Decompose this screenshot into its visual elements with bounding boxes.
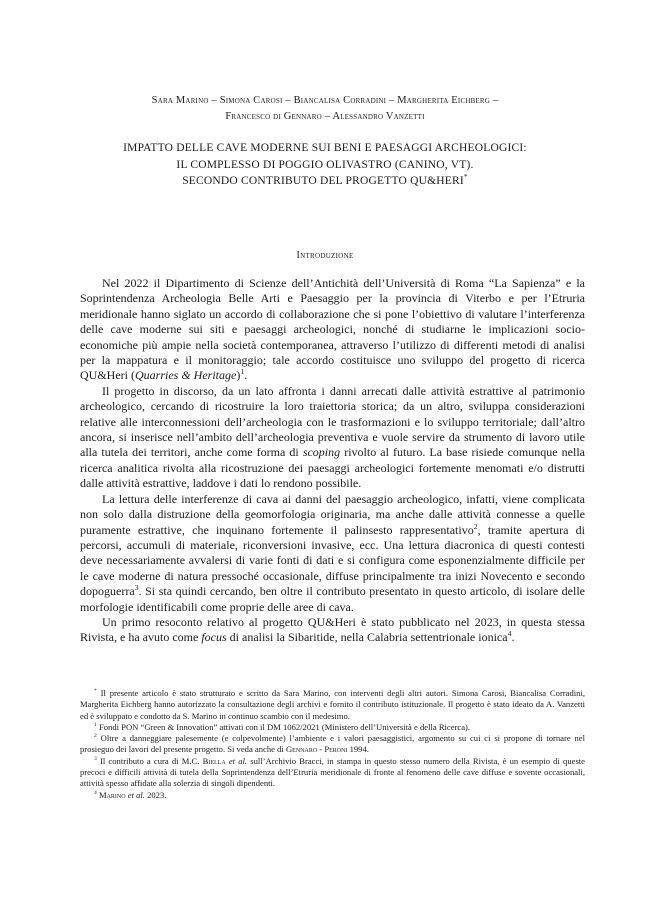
footnote-ref-1[interactable]: 1 (240, 367, 245, 377)
footnote-4-text-b: 2023. (144, 789, 167, 800)
footnote-2 (80, 733, 585, 756)
paragraph-1-italic: Quarries & Heritage (134, 368, 237, 383)
footnote-4-marker: 4 (94, 789, 97, 796)
footnote-1 (80, 722, 585, 733)
footnote-3-italic: et al. (228, 755, 248, 766)
paragraph-4-text: Un primo resoconto relativo al progetto QU&Heri è stato pubblicato nel 2023, in questa stessa Rivista, e ha avuto come (80, 614, 585, 645)
paragraph-1-text-c: . (244, 368, 248, 383)
paragraph-4-text-b: di analisi la Sibaritide, nella Calabria settentrionale ionica (226, 630, 508, 645)
paragraph-1 (80, 276, 585, 384)
paragraph-2 (80, 384, 585, 492)
footnote-2-text-b: 1994. (347, 744, 369, 755)
article-title (60, 140, 590, 190)
footnote-4-italic: et al. (127, 789, 145, 800)
paragraph-3-text-b: , tramite apertura di percorsi, accumuli di materiale, riconversioni invasive, ecc. Una lettura diacronica di questi contesti deve necessariamente avvalersi di varie fonti di dati e si configura come esponenzialmente difficile per le cave moderne di natura pressoché occasionale, diffuse principalmente tra inizi Novecento e secondo dopoguerra (80, 522, 586, 599)
footnote-star (80, 688, 585, 722)
footnote-3-citation: Biella (202, 755, 226, 766)
footnote-4-citation: Marino (98, 789, 126, 800)
paragraph-4 (80, 615, 585, 646)
footnote-1-text: Fondi PON “Green & Innovation” attivati con il DM 1062/2021 (Ministero dell’Università e della Ricerca). (98, 721, 471, 732)
paragraph-1-text-b: ) (236, 368, 241, 383)
footnotes (80, 688, 585, 801)
footnote-ref-3[interactable]: 3 (134, 583, 139, 593)
footnote-ref-2[interactable]: 2 (473, 521, 478, 531)
paragraph-2-text: Il progetto in discorso, da un lato affronta i danni arrecati dalle attività estrattive al patrimonio archeologico, cercando di ricostruire la loro traiettoria storica; da un altro, sviluppa considerazioni relative alle interconnessioni dell’archeologia con le trasformazioni e lo sviluppo territoriale; dall’altro ancora, si inserisce nell’ambito dell’archeologia preventiva e vuole servire da strumento di lavoro utile alla tutela dei territori, anche come forma di (80, 383, 585, 460)
title-line-1: IMPATTO DELLE CAVE MODERNE SUI BENI E PAESAGGI ARCHEOLOGICI: (123, 142, 527, 154)
author-list (60, 93, 590, 125)
footnote-3-text: Il contributo a cura di M.C. (99, 755, 203, 766)
footnote-2-text: Oltre a danneggiare palesemente (e colpevolmente) l’ambiente e i valori paesaggistici, argomento su cui ci si propone di tornare nel prosieguo dei lavori del presente progetto. Si veda anche di (80, 733, 585, 755)
author-line-1: Sara Marino – Simona Carosi – Biancalisa Corradini – Margherita Eichberg – (151, 95, 499, 106)
title-footnote-marker[interactable]: * (463, 172, 468, 182)
footnote-3 (80, 756, 585, 790)
footnote-1-marker: 1 (94, 722, 97, 729)
paragraph-4-text-c: . (511, 630, 515, 645)
paragraph-3 (80, 492, 585, 615)
footnote-4 (80, 790, 585, 801)
title-line-3 (60, 173, 590, 190)
footnote-3-marker: 3 (94, 755, 97, 762)
paragraph-4-italic: focus (201, 630, 227, 645)
title-line-3-text: SECONDO CONTRIBUTO DEL PROGETTO QU&HERI (182, 175, 464, 187)
paragraph-3-text-c: . Si sta quindi cercando, ben oltre il contributo presentato in questo articolo, di isolare delle morfologie identificabili come proprie delle aree di cava. (80, 584, 585, 614)
footnote-2-marker: 2 (94, 733, 97, 740)
footnote-star-text: Il presente articolo è stato strutturato e scritto da Sara Marino, con interventi degli altri autori. Simona Carosi, Biancalisa Corradini, Margherita Eichberg hanno autorizzato la consultazione degli archivi e fornito il contributo istituzionale. Il progetto è stato ideato da A. Vanzetti ed è sviluppato e condotto da S. Marino in continuo scambio con il medesimo. (80, 688, 586, 721)
body-text (80, 276, 585, 646)
paragraph-2-italic: scoping (302, 445, 341, 460)
footnote-ref-4[interactable]: 4 (507, 629, 512, 639)
title-line-2: IL COMPLESSO DI POGGIO OLIVASTRO (CANINO, VT). (176, 158, 474, 171)
paragraph-2-text-b: rivolto al futuro. La base risiede comunque nella ricerca analitica rivolta alla ricostruzione dei paesaggi archeologici fortemente menomati e/o distrutti dalle attività estrattive, laddove i dati lo rendono possibile. (80, 445, 585, 491)
footnote-3-text-b: sull’Archivio Bracci, in stampa in questo stesso numero della Rivista, è un esempio di queste precoci e difficili attività di tutela della Soprintendenza dell’Etruria meridionale di fronte al fenomeno delle cave diffuse e sovente occasionali, attività spesso affidate alla solerzia di singoli dipendenti. (80, 755, 585, 789)
section-heading: Introduzione (296, 250, 354, 261)
footnote-2-citation: Gennaro - Peroni (285, 744, 348, 755)
author-line-2: Francesco di Gennaro – Alessandro Vanzetti (225, 111, 425, 122)
paragraph-1-text: Nel 2022 il Dipartimento di Scienze dell’Antichità dell’Università di Roma “La Sapienza” e la Soprintendenza Archeologia Belle Arti e Paesaggio per la provincia di Viterbo e per l’Etruria meridionale hanno siglato un accordo di collaborazione che si pone l’obiettivo di valutare l’interferenza delle cave moderne sui siti e paesaggi archeologici, nonché di studiarne le implicazioni socio-economiche più ampie nella società contemporanea, attraverso l’utilizzo di differenti metodi di analisi per la mappatura e il monitoraggio; tale accordo costituisce uno sviluppo del progetto di ricerca QU&Heri ( (80, 276, 585, 383)
footnote-star-marker: * (94, 688, 97, 695)
paragraph-3-text: La lettura delle interferenze di cava ai danni del paesaggio archeologico, infatti, viene complicata non solo dalla distruzione della geomorfologia originaria, ma anche dalle attività connesse a quelle puramente estrattive, che inquinano fortemente il palinsesto rappresentativo (80, 491, 585, 537)
